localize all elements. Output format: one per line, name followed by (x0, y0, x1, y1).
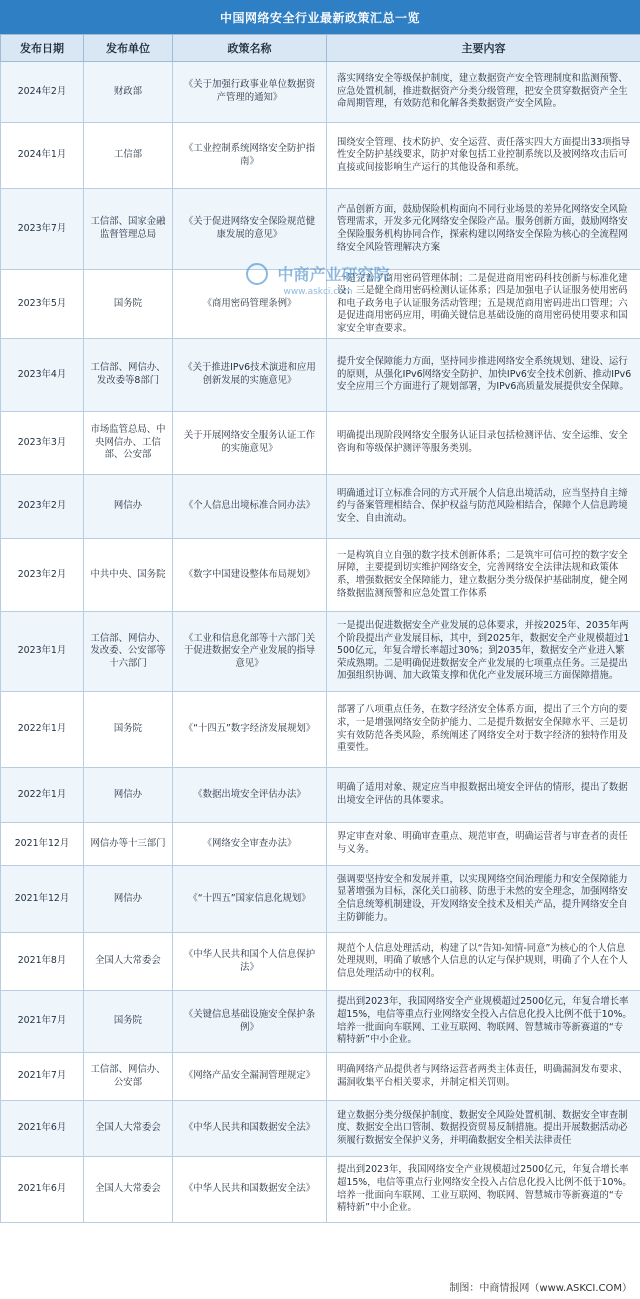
cell-unit: 工信部 (84, 123, 173, 189)
cell-date: 2022年1月 (1, 692, 84, 768)
cell-content: 明确网络产品提供者与网络运营者两类主体责任，明确漏洞发布要求、漏洞收集平台相关要求，并制定相关罚则。 (327, 1053, 640, 1101)
table-row (1, 933, 640, 991)
cell-date: 2021年7月 (1, 991, 84, 1053)
table-row (1, 62, 640, 123)
column-header-unit: 发布单位 (84, 35, 173, 62)
cell-date: 2021年12月 (1, 866, 84, 933)
cell-unit: 国务院 (84, 270, 173, 339)
cell-content: 围绕安全管理、技术防护、安全运营、责任落实四大方面提出33项指导性安全防护基线要求，防护对象包括工业控制系统以及被网络攻击后可直接或间接影响生产运行的其他设备和系统。 (327, 123, 640, 189)
column-header-policy-name: 政策名称 (173, 35, 327, 62)
cell-content: 界定审查对象、明确审查重点、规范审查，明确运营者与审查者的责任与义务。 (327, 823, 640, 866)
cell-policy-name: 《中华人民共和国个人信息保护法》 (173, 933, 327, 991)
cell-policy-name: 《网络安全审查办法》 (173, 823, 327, 866)
table-row (1, 612, 640, 692)
table-row (1, 1053, 640, 1101)
cell-unit: 网信办 (84, 475, 173, 539)
cell-unit: 国务院 (84, 991, 173, 1053)
cell-date: 2023年7月 (1, 189, 84, 270)
column-header-content: 主要内容 (327, 35, 640, 62)
table-row (1, 692, 640, 768)
cell-date: 2024年1月 (1, 123, 84, 189)
source-footer: 制图：中商情报网（www.ASKCI.COM） (0, 1278, 640, 1299)
cell-date: 2024年2月 (1, 62, 84, 123)
cell-content: 提升安全保障能力方面，坚持同步推进网络安全系统规划、建设、运行的原则，从强化IPv6网络安全防护、加快IPv6安全技术创新、推动IPv6安全应用三个方面进行了规划部署，为IPv6高质量发展提供安全保障。 (327, 339, 640, 412)
cell-unit: 网信办等十三部门 (84, 823, 173, 866)
cell-content: 提出到2023年，我国网络安全产业规模超过2500亿元，年复合增长率超15%，电信等重点行业网络安全投入占信息化投入比例不低于10%。培养一批面向车联网、工业互联网、物联网、智慧城市等新赛道的“专精特新”中小企业。 (327, 991, 640, 1053)
cell-unit: 工信部、网信办、发改委等8部门 (84, 339, 173, 412)
cell-content: 规范个人信息处理活动，构建了以“告知-知情-同意”为核心的个人信息处理规则，明确了敏感个人信息的认定与保护规则，明确了个人在个人信息处理活动中的权利。 (327, 933, 640, 991)
cell-policy-name: 《关于推进IPv6技术演进和应用创新发展的实施意见》 (173, 339, 327, 412)
cell-content: 一是完善了商用密码管理体制；二是促进商用密码科技创新与标准化建设；三是健全商用密码检测认证体系；四是加强电子认证服务使用密码和电子政务电子认证服务活动管理；五是规范商用密码进出口管理；六是促进商用密码应用，明确关键信息基础设施的商用密码使用要求和国家安全审查要求。 (327, 270, 640, 339)
table-row (1, 823, 640, 866)
cell-policy-name: 《网络产品安全漏洞管理规定》 (173, 1053, 327, 1101)
cell-date: 2023年4月 (1, 339, 84, 412)
cell-policy-name: 《商用密码管理条例》 (173, 270, 327, 339)
table-row (1, 1157, 640, 1223)
cell-policy-name: 《数字中国建设整体布局规划》 (173, 539, 327, 612)
table-row (1, 1101, 640, 1157)
cell-content: 明确通过订立标准合同的方式开展个人信息出境活动，应当坚持自主缔约与备案管理相结合、保护权益与防范风险相结合，保障个人信息跨境安全、自由流动。 (327, 475, 640, 539)
cell-policy-name: 《关键信息基础设施安全保护条例》 (173, 991, 327, 1053)
cell-date: 2021年7月 (1, 1053, 84, 1101)
table-row (1, 539, 640, 612)
cell-unit: 全国人大常委会 (84, 1157, 173, 1223)
cell-unit: 财政部 (84, 62, 173, 123)
watermark-url: www.askci.com (283, 287, 353, 297)
cell-unit: 工信部、网信办、发改委、公安部等十六部门 (84, 612, 173, 692)
cell-unit: 市场监管总局、中央网信办、工信部、公安部 (84, 412, 173, 475)
cell-policy-name: 《“十四五”国家信息化规划》 (173, 866, 327, 933)
cell-unit: 工信部、国家金融监督管理总局 (84, 189, 173, 270)
cell-date: 2023年1月 (1, 612, 84, 692)
cell-content: 一是构筑自立自强的数字技术创新体系；二是筑牢可信可控的数字安全屏障，主要提到切实维护网络安全，完善网络安全法律法规和政策体系，增强数据安全保障能力，建立数据分类分级保护基础制度，健全网络数据监测预警和应急处置工作体系 (327, 539, 640, 612)
table-header-row (1, 35, 640, 62)
cell-policy-name: 《“十四五”数字经济发展规划》 (173, 692, 327, 768)
page-title: 中国网络安全行业最新政策汇总一览 (0, 0, 640, 34)
cell-unit: 网信办 (84, 768, 173, 823)
cell-policy-name: 关于开展网络安全服务认证工作的实施意见》 (173, 412, 327, 475)
cell-policy-name: 《个人信息出境标准合同办法》 (173, 475, 327, 539)
cell-date: 2022年1月 (1, 768, 84, 823)
cell-policy-name: 《数据出境安全评估办法》 (173, 768, 327, 823)
cell-policy-name: 《工业控制系统网络安全防护指南》 (173, 123, 327, 189)
cell-unit: 国务院 (84, 692, 173, 768)
cell-content: 明确提出现阶段网络安全服务认证目录包括检测评估、安全运维、安全咨询和等级保护测评等服务类别。 (327, 412, 640, 475)
cell-date: 2023年3月 (1, 412, 84, 475)
cell-date: 2023年2月 (1, 475, 84, 539)
table-row (1, 339, 640, 412)
cell-policy-name: 《关于加强行政事业单位数据资产管理的通知》 (173, 62, 327, 123)
cell-policy-name: 《关于促进网络安全保险规范健康发展的意见》 (173, 189, 327, 270)
cell-content: 明确了适用对象、规定应当申报数据出境安全评估的情形，提出了数据出境安全评估的具体要求。 (327, 768, 640, 823)
cell-unit: 全国人大常委会 (84, 933, 173, 991)
table-row (1, 189, 640, 270)
table-row (1, 412, 640, 475)
cell-content: 落实网络安全等级保护制度，建立数据资产安全管理制度和监测预警、应急处置机制，推进数据资产分类分级管理，把安全贯穿数据资产全生命周期管理，有效防范和化解各类数据资产安全风险。 (327, 62, 640, 123)
table-row (1, 123, 640, 189)
policy-table (0, 34, 640, 1223)
cell-content: 建立数据分类分级保护制度、数据安全风险处置机制、数据安全审查制度、数据安全出口管制、数据投资贸易反制措施。提出开展数据活动必须履行数据安全保护义务，并明确数据安全相关法律责任 (327, 1101, 640, 1157)
cell-unit: 工信部、网信办、公安部 (84, 1053, 173, 1101)
cell-policy-name: 《工业和信息化部等十六部门关于促进数据安全产业发展的指导意见》 (173, 612, 327, 692)
cell-policy-name: 《中华人民共和国数据安全法》 (173, 1101, 327, 1157)
cell-content: 部署了八项重点任务，在数字经济安全体系方面，提出了三个方向的要求，一是增强网络安全防护能力、二是提升数据安全保障水平、三是切实有效防范各类风险，系统阐述了网络安全对于数字经济的独特作用及重要性。 (327, 692, 640, 768)
cell-unit: 网信办 (84, 866, 173, 933)
cell-date: 2021年12月 (1, 823, 84, 866)
cell-date: 2021年8月 (1, 933, 84, 991)
cell-content: 产品创新方面，鼓励保险机构面向不同行业场景的差异化网络安全风险管理需求，开发多元化网络安全保险产品。服务创新方面，鼓励网络安全保险服务机构协同合作，探索构建以网络安全保险为核心的全流程网络安全风险管理解决方案 (327, 189, 640, 270)
cell-content: 提出到2023年，我国网络安全产业规模超过2500亿元，年复合增长率超15%，电信等重点行业网络安全投入占信息化投入比例不低于10%。培养一批面向车联网、工业互联网、物联网、智慧城市等新赛道的“专精特新”中小企业。 (327, 1157, 640, 1223)
cell-date: 2021年6月 (1, 1101, 84, 1157)
column-header-date: 发布日期 (1, 35, 84, 62)
cell-policy-name: 《中华人民共和国数据安全法》 (173, 1157, 327, 1223)
table-row (1, 768, 640, 823)
watermark-text: 中商产业研究院 (277, 265, 390, 284)
table-body (1, 62, 640, 1223)
cell-date: 2021年6月 (1, 1157, 84, 1223)
table-row (1, 475, 640, 539)
cell-content: 强调要坚持安全和发展并重，以实现网络空间治理能力和安全保障能力显著增强为目标，深化关口前移、防患于未然的安全理念，加强网络安全信息统筹机制建设，开发网络安全技术及相关产品，提升网络安全自主防御能力。 (327, 866, 640, 933)
table-row (1, 866, 640, 933)
table-row (1, 270, 640, 339)
cell-unit: 全国人大常委会 (84, 1101, 173, 1157)
table-row (1, 991, 640, 1053)
cell-date: 2023年5月 (1, 270, 84, 339)
cell-unit: 中共中央、国务院 (84, 539, 173, 612)
cell-date: 2023年2月 (1, 539, 84, 612)
cell-content: 一是提出促进数据安全产业发展的总体要求，并按2025年、2035年两个阶段提出产业发展目标，其中，到2025年，数据安全产业规模超过1500亿元，年复合增长率超过30%；到2035年，数据安全产业进入繁荣成熟期。二是明确促进数据安全产业发展的七项重点任务。三是提出加强组织协调、加大政策支撑和优化产业发展环境三方面保障措施。 (327, 612, 640, 692)
